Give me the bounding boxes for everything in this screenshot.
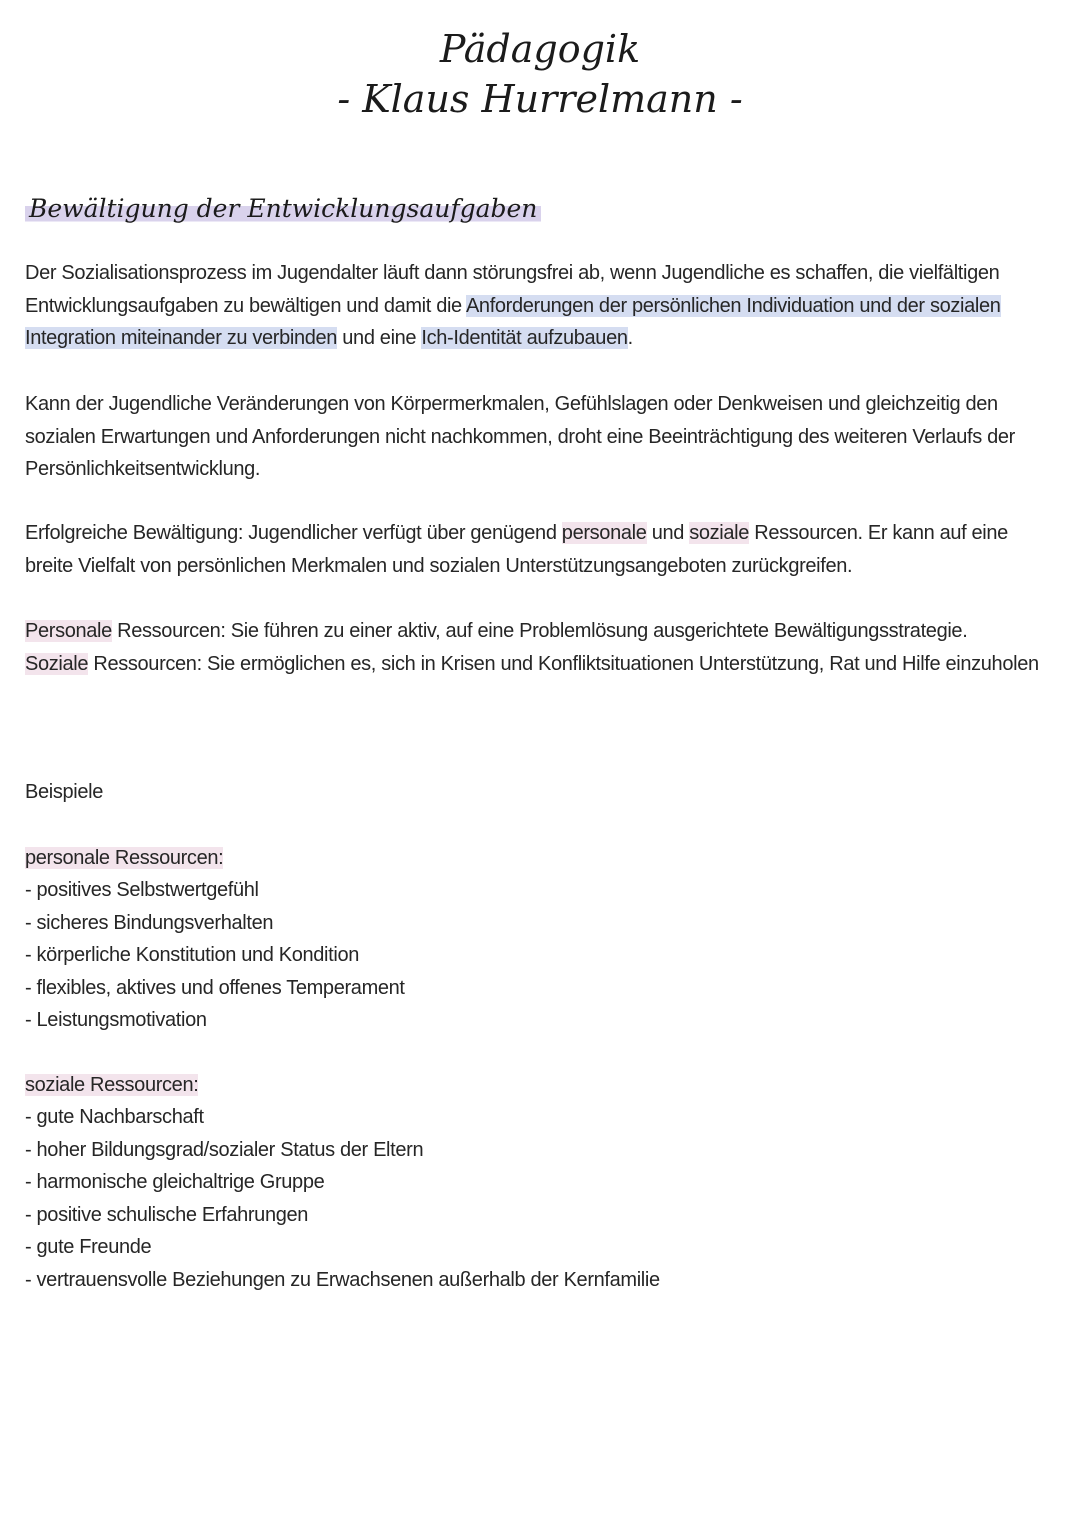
list-item: - gute Freunde [25,1236,152,1258]
paragraph-socialization [25,257,1060,355]
definition-text: Ressourcen: Sie ermöglichen es, sich in Krisen und Konfliktsituationen Unterstützung, Rat und Hilfe einzuholen [88,652,1039,675]
list-item: - harmonische gleichaltrige Gruppe [25,1171,325,1193]
paragraph-text: Ressourcen. Er kann auf eine breite Vielfalt von persönlichen Merkmalen und sozialen Unterstützungsangeboten zurückgreifen. [25,522,1008,577]
list-item: - gute Nachbarschaft [25,1106,204,1128]
resource-definitions [25,615,1039,680]
section-heading: Bewältigung der Entwicklungsaufgaben [25,194,541,224]
list-item: - flexibles, aktives und offenes Temperament [25,976,405,999]
paragraph-impairment: Kann der Jugendliche Veränderungen von Körpermerkmalen, Gefühlslagen oder Denkweisen und gleichzeitig den sozialen Erwartungen und Anforderungen nicht nachkommen, droht eine Beeinträchtigung des weiteren Verlaufs der Persönlichkeitsentwicklung. [25,393,1015,480]
paragraph-text: . [627,327,633,349]
list-item: - vertrauensvolle Beziehungen zu Erwachsenen außerhalb der Kernfamilie [25,1268,660,1291]
page-subtitle-author: - Klaus Hurrelmann - [337,77,743,121]
highlight-personale: personale [561,522,647,544]
paragraph-text: Der Sozialisationsprozess im Jugendalter läuft dann störungsfrei ab, wenn Jugendliche es schaffen, die vielfältigen Entwicklungsaufgaben zu bewältigen und damit die [25,262,1000,317]
list-item: - hoher Bildungsgrad/sozialer Status der Eltern [25,1138,424,1161]
highlight-soziale-term: Soziale [25,652,89,675]
list-item: - sicheres Bindungsverhalten [25,911,274,934]
highlight-soziale: soziale [689,522,750,544]
definition-text: Ressourcen: Sie führen zu einer aktiv, auf eine Problemlösung ausgerichtete Bewältigungsstrategie. [111,620,968,642]
social-resources-list [25,1101,660,1296]
personal-resources-list [25,874,405,1037]
paragraph-text: und eine [337,327,422,349]
list-item: - körperliche Konstitution und Kondition [25,944,359,966]
highlight-requirements: Anforderungen der persönlichen Individuation und der sozialen Integration miteinander zu verbinden [25,294,1001,349]
list-item: - positive schulische Erfahrungen [25,1203,309,1226]
list-item: - positives Selbstwertgefühl [25,879,259,901]
social-resources-heading: soziale Ressourcen: [25,1074,199,1096]
highlight-identity: Ich-Identität aufzubauen [421,327,628,349]
paragraph-text: Erfolgreiche Bewältigung: Jugendlicher verfügt über genügend [25,522,562,544]
paragraph-text: und [646,522,690,544]
page-title: Pädagogik [439,27,641,71]
examples-label: Beispiele [25,781,104,803]
list-item: - Leistungsmotivation [25,1009,207,1031]
definition-personal [25,615,1039,648]
personal-resources-heading: personale Ressourcen: [25,847,224,869]
definition-social [25,648,1039,681]
paragraph-successful-coping [25,517,1060,582]
highlight-personale-term: Personale [25,620,112,642]
